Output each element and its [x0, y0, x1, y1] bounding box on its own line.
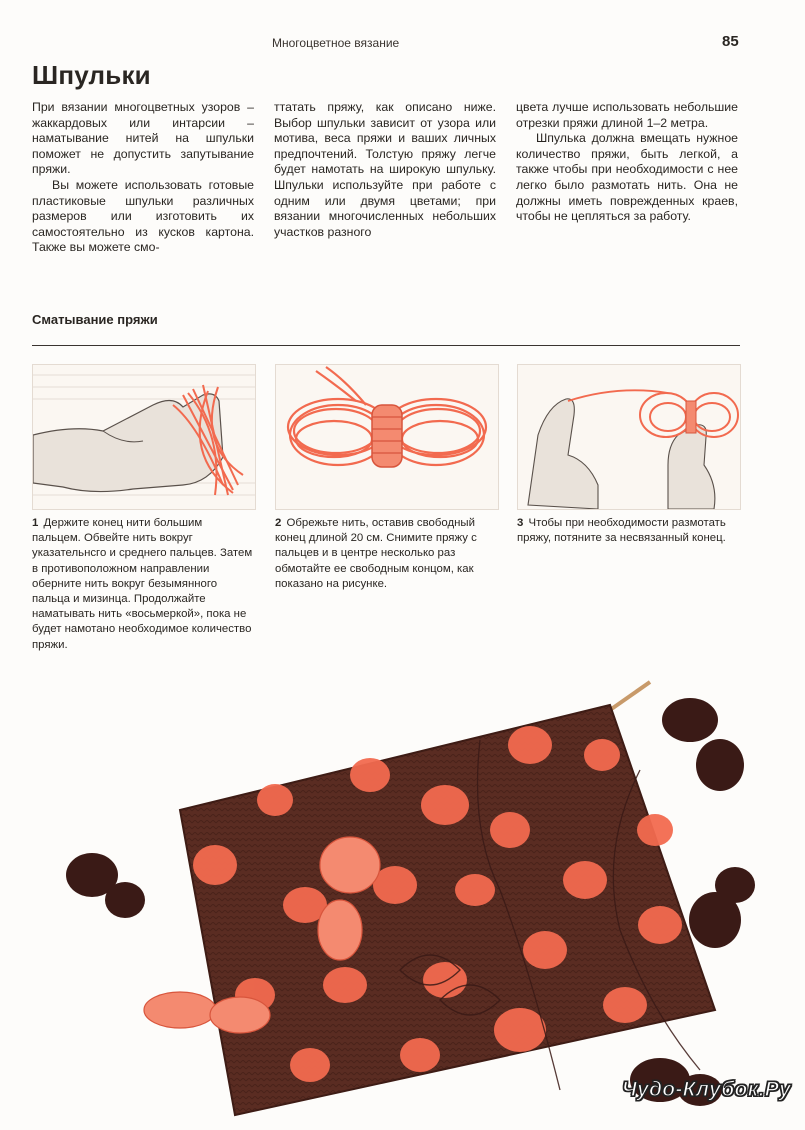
- step-1-caption: [32, 516, 254, 653]
- step-1-number: 1: [32, 517, 39, 529]
- intro-paragraph-3: Шпулька должна вмещать нужное количество пряжи, быть легкой, а также чтобы при необходимости с нее легко было размотать нить. Она не должны иметь поврежденных краев, чтобы не цепляться за работу.: [516, 131, 738, 224]
- page-title: Шпульки: [32, 60, 151, 90]
- section-divider: [32, 345, 740, 346]
- step-2-text: Обрежьте нить, оставив свободный конец длиной 20 см. Снимите пряжу с пальцев и в центре несколько раз обмотайте ее свободным концом, как показано на рисунке.: [275, 517, 477, 590]
- intro-column-1: [32, 100, 254, 256]
- step-3-number: 3: [517, 517, 524, 529]
- intro-column-3: [516, 100, 738, 225]
- step-3-text: Чтобы при необходимости размотать пряжу, потяните за несвязанный конец.: [517, 517, 726, 545]
- section-heading: Сматывание пряжи: [32, 312, 158, 327]
- intro-paragraph-2: Вы можете использовать готовые пластиковые шпульки различных размеров или изготовить их самостоятельно из кусков картона. Также вы можете смо-: [32, 177, 254, 255]
- watermark: Чудо-Клубок.Ру: [621, 1078, 791, 1101]
- knitted-swatch-photo: [0, 670, 805, 1125]
- step-2-illustration: [275, 364, 499, 510]
- intro-column-2: [274, 100, 496, 240]
- step-3-caption: [517, 516, 739, 546]
- step-1-text: Держите конец нити большим пальцем. Обвейте нить вокруг указательнсго и среднего пальцев. Затем в противоположном направлении оберните нить вокруг безымянного пальца и мизинца. Продолжайте наматывать нить «восьмеркой», пока не будет намотано необходимое количество пряжи.: [32, 517, 253, 651]
- step-1-illustration: [32, 364, 256, 510]
- intro-paragraph-1: При вязании многоцветных узоров – жаккардовых или интарсии – наматывание нитей на шпульки поможет не допустить запутывание пряжи.: [32, 100, 254, 177]
- intro-paragraph-2-end: цвета лучше использовать небольшие отрезки пряжи длиной 1–2 метра.: [516, 100, 738, 130]
- step-2-caption: [275, 516, 497, 592]
- step-3-illustration: [517, 364, 741, 510]
- intro-paragraph-2-cont: ттатать пряжу, как описано ниже. Выбор шпульки зависит от узора или мотива, веса пряжи и ваших личных предпочтений. Толстую пряжу легче будет намотать на широкую шпульку. Шпульки используйте при работе с одним или двумя цветами; при вязании многочисленных небольших участков разного: [274, 100, 496, 239]
- running-title: Многоцветное вязание: [272, 36, 400, 50]
- page-number: 85: [722, 33, 739, 50]
- step-2-number: 2: [275, 517, 282, 529]
